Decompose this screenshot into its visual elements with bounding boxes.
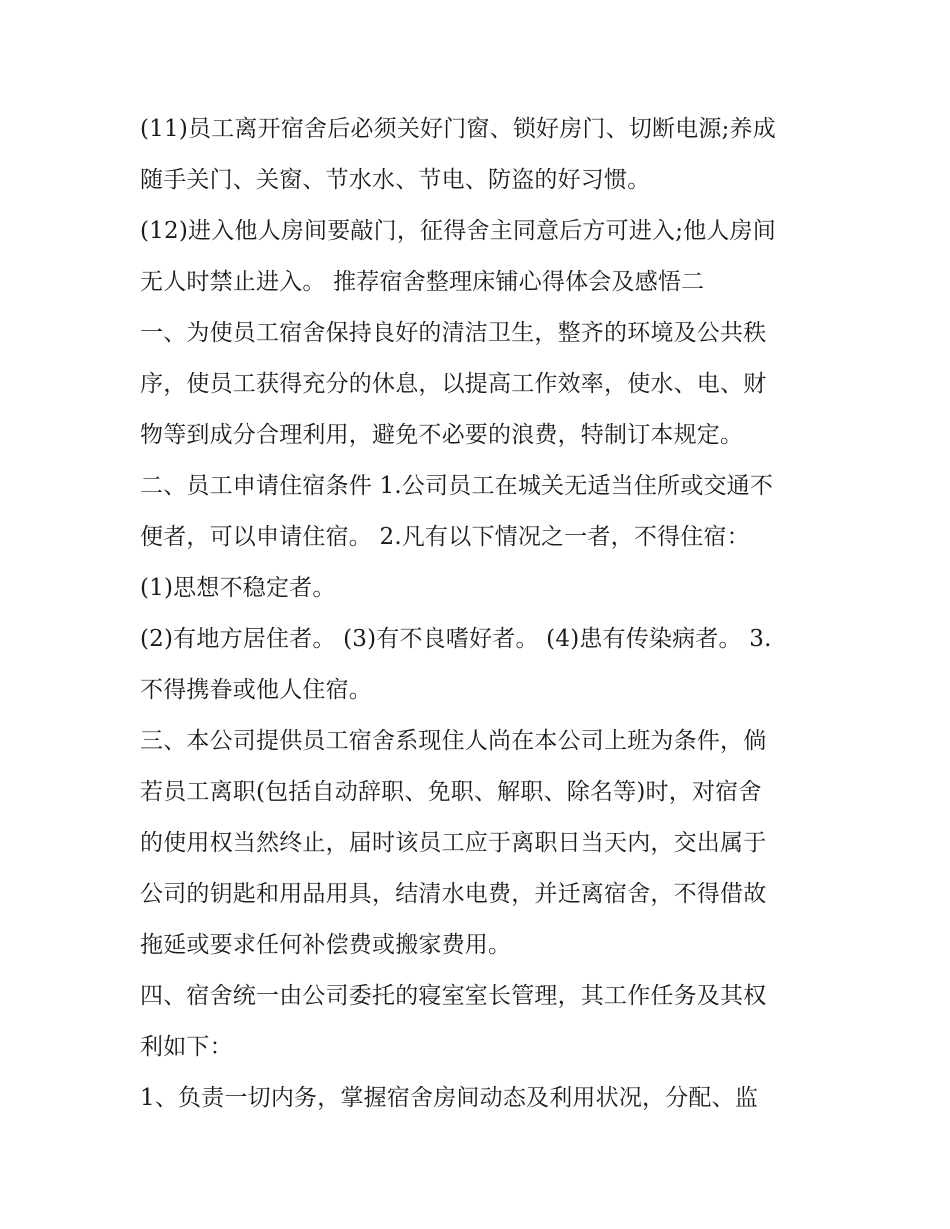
text-line: 拖延或要求任何补偿费或搬家费用。 [140, 932, 512, 958]
text-line: 序，使员工获得充分的休息，以提高工作效率，使水、电、财 [140, 371, 767, 397]
text-line: (12)进入他人房间要敲门，征得舍主同意后方可进入;他人房间 [140, 218, 776, 244]
text-line: 便者，可以申请住宿。 2.凡有以下情况之一者，不得住宿： [140, 524, 750, 550]
text-line: 利如下： [140, 1034, 233, 1060]
text-line: 二、员工申请住宿条件 1.公司员工在城关无适当住所或交通不 [140, 473, 774, 499]
text-line: (1)思想不稳定者。 [140, 575, 336, 601]
text-line: 公司的钥匙和用品用具，结清水电费，并迁离宿舍，不得借故 [140, 881, 767, 907]
text-line: 三、本公司提供员工宿舍系现住人尚在本公司上班为条件，倘 [140, 728, 767, 754]
text-line: 一、为使员工宿舍保持良好的清洁卫生，整齐的环境及公共秩 [140, 320, 767, 346]
document-page [140, 104, 820, 1124]
text-line: (2)有地方居住者。 (3)有不良嗜好者。 (4)患有传染病者。 3. [140, 626, 772, 652]
text-line: 不得携眷或他人住宿。 [140, 677, 372, 703]
text-line: 四、宿舍统一由公司委托的寝室室长管理，其工作任务及其权 [140, 983, 767, 1009]
text-line: 物等到成分合理利用，避免不必要的浪费，特制订本规定。 [140, 422, 744, 448]
text-line: 随手关门、关窗、节水水、节电、防盗的好习惯。 [140, 167, 651, 193]
text-line: 无人时禁止进入。 推荐宿舍整理床铺心得体会及感悟二 [140, 269, 705, 295]
text-line: 的使用权当然终止，届时该员工应于离职日当天内，交出属于 [140, 830, 767, 856]
text-line: 1、负责一切内务，掌握宿舍房间动态及利用状况，分配、监 [140, 1085, 759, 1111]
text-line: (11)员工离开宿舍后必须关好门窗、锁好房门、切断电源;养成 [140, 116, 776, 142]
text-line: 若员工离职(包括自动辞职、免职、解职、除名等)时，对宿舍 [140, 779, 762, 805]
